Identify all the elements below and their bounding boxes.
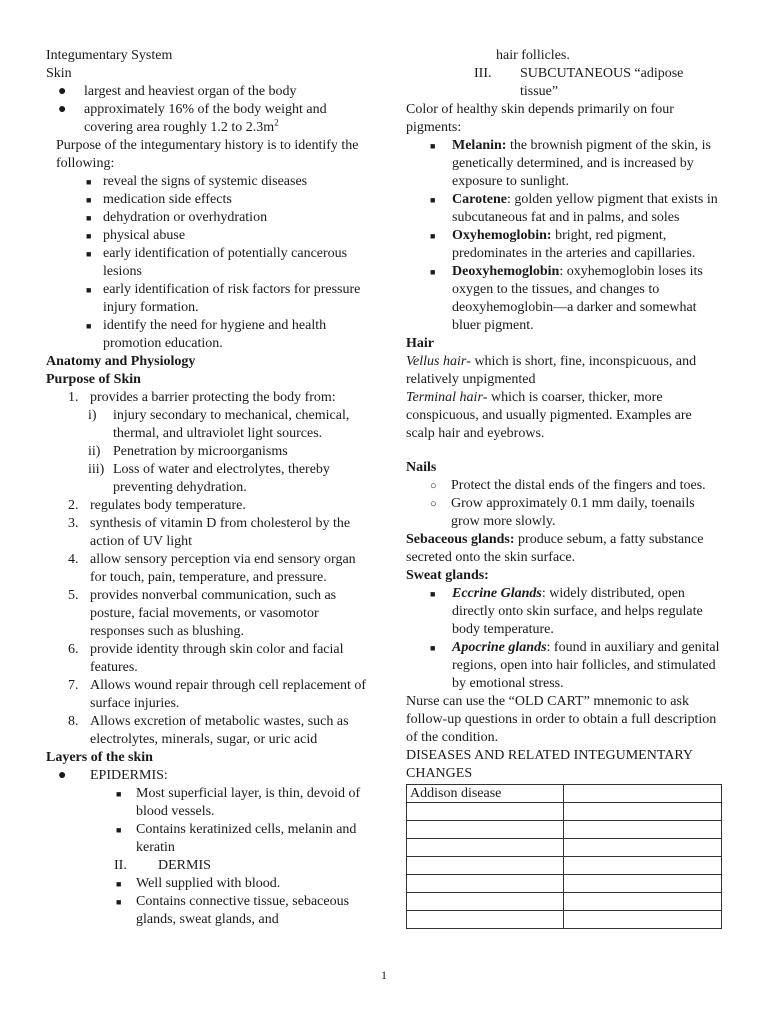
bullet-square-icon: ■	[430, 267, 436, 277]
dermis-continued: hair follicles.	[496, 48, 570, 63]
bullet-square-icon: ■	[86, 285, 92, 295]
bullet-square-icon: ■	[430, 195, 436, 205]
list-item: i) injury secondary to mechanical, chemical, thermal, and ultraviolet light sources.	[88, 408, 350, 441]
list-item: 4. allow sensory perception via end sensory organ for touch, pain, temperature, and pressure.	[68, 552, 356, 585]
list-item: ■ Eccrine Glands: widely distributed, open directly onto skin surface, and helps regulate body temperature.	[430, 586, 703, 637]
skin-heading: Skin	[46, 66, 72, 81]
bullet-circle-icon: ○	[430, 480, 437, 492]
list-item: 1. provides a barrier protecting the body from:	[68, 390, 336, 405]
bullet-square-icon: ■	[86, 195, 92, 205]
list-item: ○ Protect the distal ends of the fingers and toes.	[430, 478, 706, 493]
list-item: ● EPIDERMIS:	[58, 768, 168, 783]
vellus-hair-text: Vellus hair- which is short, fine, inconspicuous, and relatively unpigmented	[406, 354, 697, 387]
list-item: ■ early identification of potentially cancerous lesions	[86, 246, 348, 279]
bullet-circle-icon: ○	[430, 498, 437, 510]
bullet-square-icon: ■	[430, 589, 436, 599]
bullet-square-icon: ■	[86, 321, 92, 331]
list-item: iii) Loss of water and electrolytes, thereby preventing dehydration.	[88, 462, 330, 495]
list-item: ■ Deoxyhemoglobin: oxyhemoglobin loses its oxygen to the tissues, and changes to deoxyhemoglobin—a darker and somewhat bluer pigment.	[430, 264, 703, 333]
bullet-square-icon: ■	[116, 897, 122, 907]
table-row	[407, 893, 722, 911]
bullet-square-icon: ■	[116, 879, 122, 889]
purpose-intro: Purpose of the integumentary history is to identify the following:	[56, 138, 359, 171]
nails-heading: Nails	[406, 460, 437, 475]
pigment-intro: Color of healthy skin depends primarily on four pigments:	[406, 102, 674, 135]
table-row	[407, 839, 722, 857]
list-item: 8. Allows excretion of metabolic wastes, such as electrolytes, minerals, sugar, or uric acid	[68, 714, 349, 747]
sweat-heading: Sweat glands:	[406, 568, 489, 583]
bullet-square-icon: ■	[430, 231, 436, 241]
list-item: ■ Contains connective tissue, sebaceous glands, sweat glands, and	[116, 894, 350, 927]
list-item: 5. provides nonverbal communication, such as posture, facial movements, or vasomotor responses such as blushing.	[68, 588, 337, 639]
table-row	[407, 911, 722, 929]
hair-heading: Hair	[406, 336, 434, 351]
purpose-skin-heading: Purpose of Skin	[46, 372, 141, 387]
table-row	[407, 821, 722, 839]
list-item: ■ early identification of risk factors for pressure injury formation.	[86, 282, 361, 315]
page-number: 1	[381, 968, 387, 982]
bullet-square-icon: ■	[116, 825, 122, 835]
list-item: 3. synthesis of vitamin D from cholesterol by the action of UV light	[68, 516, 351, 549]
list-item: ■ dehydration or overhydration	[86, 210, 268, 225]
list-item: ■ Carotene: golden yellow pigment that exists in subcutaneous fat and in palms, and soles	[430, 192, 718, 225]
bullet-dot-icon: ●	[58, 84, 67, 99]
list-item: ■ Well supplied with blood.	[116, 876, 281, 891]
bullet-square-icon: ■	[116, 789, 122, 799]
list-item: ■ reveal the signs of systemic diseases	[86, 174, 308, 189]
anatomy-heading: Anatomy and Physiology	[46, 354, 196, 369]
bullet-square-icon: ■	[86, 213, 92, 223]
list-item: ■ Melanin: the brownish pigment of the skin, is genetically determined, and is increased by exposure to sunlight.	[430, 138, 711, 189]
list-item: ■ identify the need for hygiene and health promotion education.	[86, 318, 327, 351]
list-item: 6. provide identity through skin color and facial features.	[68, 642, 344, 675]
right-column	[406, 47, 724, 929]
sebaceous-text: Sebaceous glands: produce sebum, a fatty substance secreted onto the skin surface.	[406, 532, 704, 565]
list-item: ii) Penetration by microorganisms	[88, 444, 288, 459]
bullet-square-icon: ■	[86, 177, 92, 187]
document-title: Integumentary System	[46, 48, 173, 63]
bullet-square-icon: ■	[86, 249, 92, 259]
bullet-dot-icon: ●	[58, 768, 67, 783]
list-item: ● largest and heaviest organ of the body	[58, 84, 297, 99]
table-row	[407, 857, 722, 875]
list-item: III. SUBCUTANEOUS “adipose tissue”	[474, 66, 684, 99]
list-item: 2. regulates body temperature.	[68, 498, 246, 513]
list-item: ■ Contains keratinized cells, melanin and keratin	[116, 822, 357, 855]
bullet-dot-icon: ●	[58, 102, 67, 117]
nurse-text: Nurse can use the “OLD CART” mnemonic to ask follow-up questions in order to obtain a full description of the condition.	[406, 694, 717, 745]
bullet-square-icon: ■	[430, 643, 436, 653]
list-item: 7. Allows wound repair through cell replacement of surface injuries.	[68, 678, 367, 711]
list-item: II. DERMIS	[114, 858, 211, 873]
left-column	[46, 47, 368, 929]
bullet-square-icon: ■	[86, 231, 92, 241]
list-item: ■ medication side effects	[86, 192, 232, 207]
table-row	[407, 875, 722, 893]
list-item: ■ Apocrine glands: found in auxiliary and genital regions, open into hair follicles, and stimulated by emotional stress.	[430, 640, 720, 691]
table-row: Addison disease	[407, 785, 722, 803]
list-item: ■ Oxyhemoglobin: bright, red pigment, predominates in the arteries and capillaries.	[430, 228, 696, 261]
list-item: ● approximately 16% of the body weight and covering area roughly 1.2 to $2.3m^2$	[58, 102, 327, 135]
diseases-table	[406, 784, 722, 929]
bullet-square-icon: ■	[430, 141, 436, 151]
list-item: ■ Most superficial layer, is thin, devoid of blood vessels.	[116, 786, 361, 819]
diseases-heading: DISEASES AND RELATED INTEGUMENTARY CHANGES	[406, 748, 693, 781]
table-row	[407, 803, 722, 821]
layers-heading: Layers of the skin	[46, 750, 153, 765]
list-item: ○ Grow approximately 0.1 mm daily, toenails grow more slowly.	[430, 496, 695, 529]
terminal-hair-text: Terminal hair- which is coarser, thicker, more conspicuous, and usually pigmented. Examples are scalp hair and eyebrows.	[406, 390, 692, 441]
list-item: ■ physical abuse	[86, 228, 186, 243]
